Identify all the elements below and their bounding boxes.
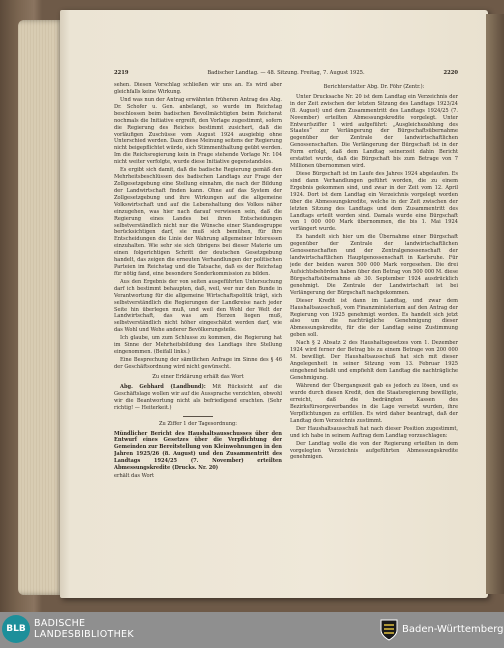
paragraph: sehen. Diesen Vorschlag schließen wir uns an. Es wird aber gleichfalls keine Wirkung. (114, 82, 282, 95)
state-crest-icon (380, 619, 398, 641)
running-title: Badischer Landtag. — 48. Sitzung. Freitag, 7. August 1925. (207, 70, 365, 76)
paragraph: Und was nun der Antrag erwähnten früheren Antrag des Abg. Dr. Schofer u. Gen. anbelangt, so wurde im Reichstag beschlossen beim badischen Bevollmächtigten beim Reichsrat nochmals die Initiative ergreift, den Vorlage zugestimmt, sofern die Regierung des Reiches bestimmt zusichert, daß die vorläufigen Zuschüsse vom August 1924 ausgiebig ohne Unterschied werden. Dazu diese Meinung seitens der Regierung nicht beigepflichtet würde, sich Stimmenthaltung geübt werden. Im die Reichsregierung kein in Frage stehende Vorlage Nr. 104 nicht weiter verfolgte, wurde diese Initiative gegenstandslos. (114, 97, 282, 166)
page-number-right: 2220 (443, 70, 458, 76)
rapporteur-heading: Berichterstatter Abg. Dr. Föhr (Zentr.): (323, 84, 425, 90)
right-column (290, 82, 458, 582)
paragraph: Während der Übergangszeit gab es jedoch zu lösen, und es wurde durch diesen Kredit, den die Staatsregierung bewilligte, erreicht, daß die bedrängten Kassen des Bezirksfürsorgeverbandes in die Lage versetzt wurden, ihre Verpflichtungen zu erfüllen. Es wird daher beantragt, daß der Landtag dem Verzeichnis zustimmt. (290, 383, 458, 424)
paragraph: Ich glaube, um zum Schlusse zu kommen, die Regierung hat im Sinne der Mehrheitsbildung des Landtags ihre Stellung eingenommen. (Beifall links.) (114, 335, 282, 356)
book-page-edges (18, 20, 64, 595)
state-name[interactable]: Baden-Württemberg (402, 624, 504, 635)
paragraph: Es ergibt sich damit, daß die badische Regierung gemäß den Mehrheitsbeschlüssen des badischen Landtags zur Frage der Zollgesetzgebung eine Stellung einnahm, die nach der Bildung der Landwirtschaft finden kann. Ohne auf das System der Zollgesetzgebung und ihre Wirkungen auf die allgemeine Volkswirtschaft und auf die Lebenshaltung des Volkes näher einzugehen, was hier nach darauf verwiesen sein, daß die Regierung eines Landes bei ihren Entscheidungen selbstverständlich nicht nur die Wünsche einer Standesgruppe berücksichtigen darf, sie muß sich bemühen, für ihre Entscheidungen die Linie der Wahrung allgemeiner Interessen einzuhalten. Wie sehr sie sich übrigens bei dieser Materie um einen folgerichtigen Schritt der deutschen Gesetzgebung handelt, das zeigen die erneuten Verhandlungen der politischen Parteien im Reichstag und die Tatsache, daß es der Reichstag für nötig fand, eine besondere Sonderkommission zu bilden. (114, 167, 282, 277)
paragraph: Eine Besprechung der sämtlichen Anfrage im Sinne des § 46 der Geschäftsordnung wird nicht gewünscht. (114, 357, 282, 371)
paragraph: Der Haushaltsausschuß hat nach dieser Position zugestimmt, und ich habe in seinem Auftrag dem Landtag vorzuschlagen: (290, 425, 458, 439)
section-divider (183, 416, 213, 417)
page-header (114, 70, 458, 80)
paragraph: Aus den Ergebnis der von seiten ausgeführten Untersuchung darf ich bestimmt behaupten, daß, weil, wer nur den Bunde in Verantwortung für die allgemeine Wirtschaftspolitik trägt, sich selbstverständlich die Regierungen der Landkreise nach jeder Seite hin überlegen muß, und weil den Wohl der Welt der Landwirtschaft, das was am Herzen liegen muß, selbstverständlich nicht höher eingeschätzt werden darf, wie das Wohl und Wehe anderer Bevölkerungsteile. (114, 278, 282, 334)
agenda-after: erhält das Wort (114, 473, 155, 480)
motion-text: Der Landtag wolle die von der Regierung erteilten in dem vorgelegten Verzeichnis aufgeführten Abmessungskredite genehmigen. (290, 440, 458, 461)
agenda-title-text: Mündlicher Bericht des Haushaltsausschusses über den Entwurf eines Gesetzes über die Verpflichtung der Gemeinden zur Bereitstellung von Kleinwohnungen in den Jahren 1925/26 (8. August) und den Zusammentritt des Landtags 1924/25 (7. November) erteilten Abmessungskredite (Drucks. Nr. 20) (114, 430, 282, 472)
paragraph: Dieser Kredit ist dann im Landtag, und zwar dem Haushaltsausschuß, vom Finanzministerium auf den Antrag der Regierung von 1925 genehmigt worden. Es handelt sich jetzt also um die nachträgliche Genehmigung dieser Abmessungskredite, für die der Landtag seine Zustimmung geben soll. (290, 297, 458, 339)
paragraph: Nach § 2 Absatz 2 des Haushaltsgesetzes vom 1. Dezember 1924 wird ferner der Betrag bis zu einem Betrage von 200 000 M. bewilligt. Der Haushaltsausschuß hat sich mit dieser Angelegenheit in seiner Sitzung vom 13. Februar 1925 eingehend befaßt und empfiehlt dem Landtag die nachträgliche Genehmigung. (290, 340, 458, 381)
notice-text: Zu einer Erklärung erhält das Wort (152, 374, 244, 381)
agenda-item: Zu Ziffer 1 der Tagesordnung: (159, 420, 237, 427)
page-number-left: 2219 (114, 70, 129, 76)
speaker-name: Abg. Gebhard (Landbund): (120, 384, 206, 390)
paragraph: Unter Drucksache Nr. 20 ist dem Landtag ein Verzeichnis der in der Zeit zwischen der letzten Sitzung des Landtags 1923/24 (8. August) und dem Zusammentritt des Landtags 1924/25 (7. November) erteilten Abmessungskredite vorgelegt. Unter Entwurfsziffer 1 wird aufgeführt: „Ausgleichszahlung des Staates“ zur Verlängerung der Bürgschaftsübernahme gegenüber der Zentrale der landwirtschaftlichen Genossenschaften. Die Verlängerung der Bürgschaft ist in der Form erfolgt, daß dem Landtag seinerzeit dahin Bericht erstattet wurde, daß die Bürgschaft bis zum Betrage von 7 Millionen übernommen wird. (290, 93, 458, 169)
footer-bar (0, 612, 504, 648)
library-name-line1: BADISCHE (34, 618, 86, 629)
book-right-edge (486, 14, 504, 594)
paragraph: Diese Bürgschaft ist im Laufe des Jahres 1924 abgelaufen. Es sind dann Verhandlungen geführt worden, die zu einem Ergebnis gekommen sind, und zwar in der Zeit vom 12. April 1924. Dort ist dem Landtag ein Verzeichnis vorgelegt worden über die Abmessungskredite, welche in der Zeit zwischen der letzten Sitzung des Landtags und dem Zusammentritt des Landtags erteilt worden sind. Damals wurde eine Bürgschaft von 1 000 000 Mark übernommen, die bis 1. Mai 1924 verlängert wurde. (290, 171, 458, 233)
left-column (114, 82, 282, 582)
speaker-statement (114, 384, 282, 412)
agenda-title (114, 431, 282, 472)
blb-logo-icon[interactable]: BLB (2, 615, 30, 643)
library-name-line2: LANDESBIBLIOTHEK (34, 629, 134, 640)
library-name[interactable] (34, 618, 134, 640)
paragraph: Es handelt sich hier um die Übernahme einer Bürgschaft gegenüber der Zentrale der landwirtschaftlichen Genossenschaften und der Zentralgenossenschaft der landwirtschaftlichen Hauptgenossenschaft in Karlsruhe. Für jede der beiden waren 500 000 Mark vorgesehen. Die drei Aufsichtsbehörden haben über den Betrag von 500 000 M. diese Bürgschaftsübernahme ab 30. September 1924 ausdrücklich genehmigt. Die Zentrale der Landwirtschaft ist bei Verlängerung der Bürgschaft nachgekommen. (290, 234, 458, 296)
speaker-text: Mit Rücksicht auf die Geschäftslage wollen wir auf die Aussprache verzichten, obwohl wir die Beantwortung nicht als befriedigend erachten. (Sehr richtig! — Heiterkeit.) (114, 384, 282, 411)
